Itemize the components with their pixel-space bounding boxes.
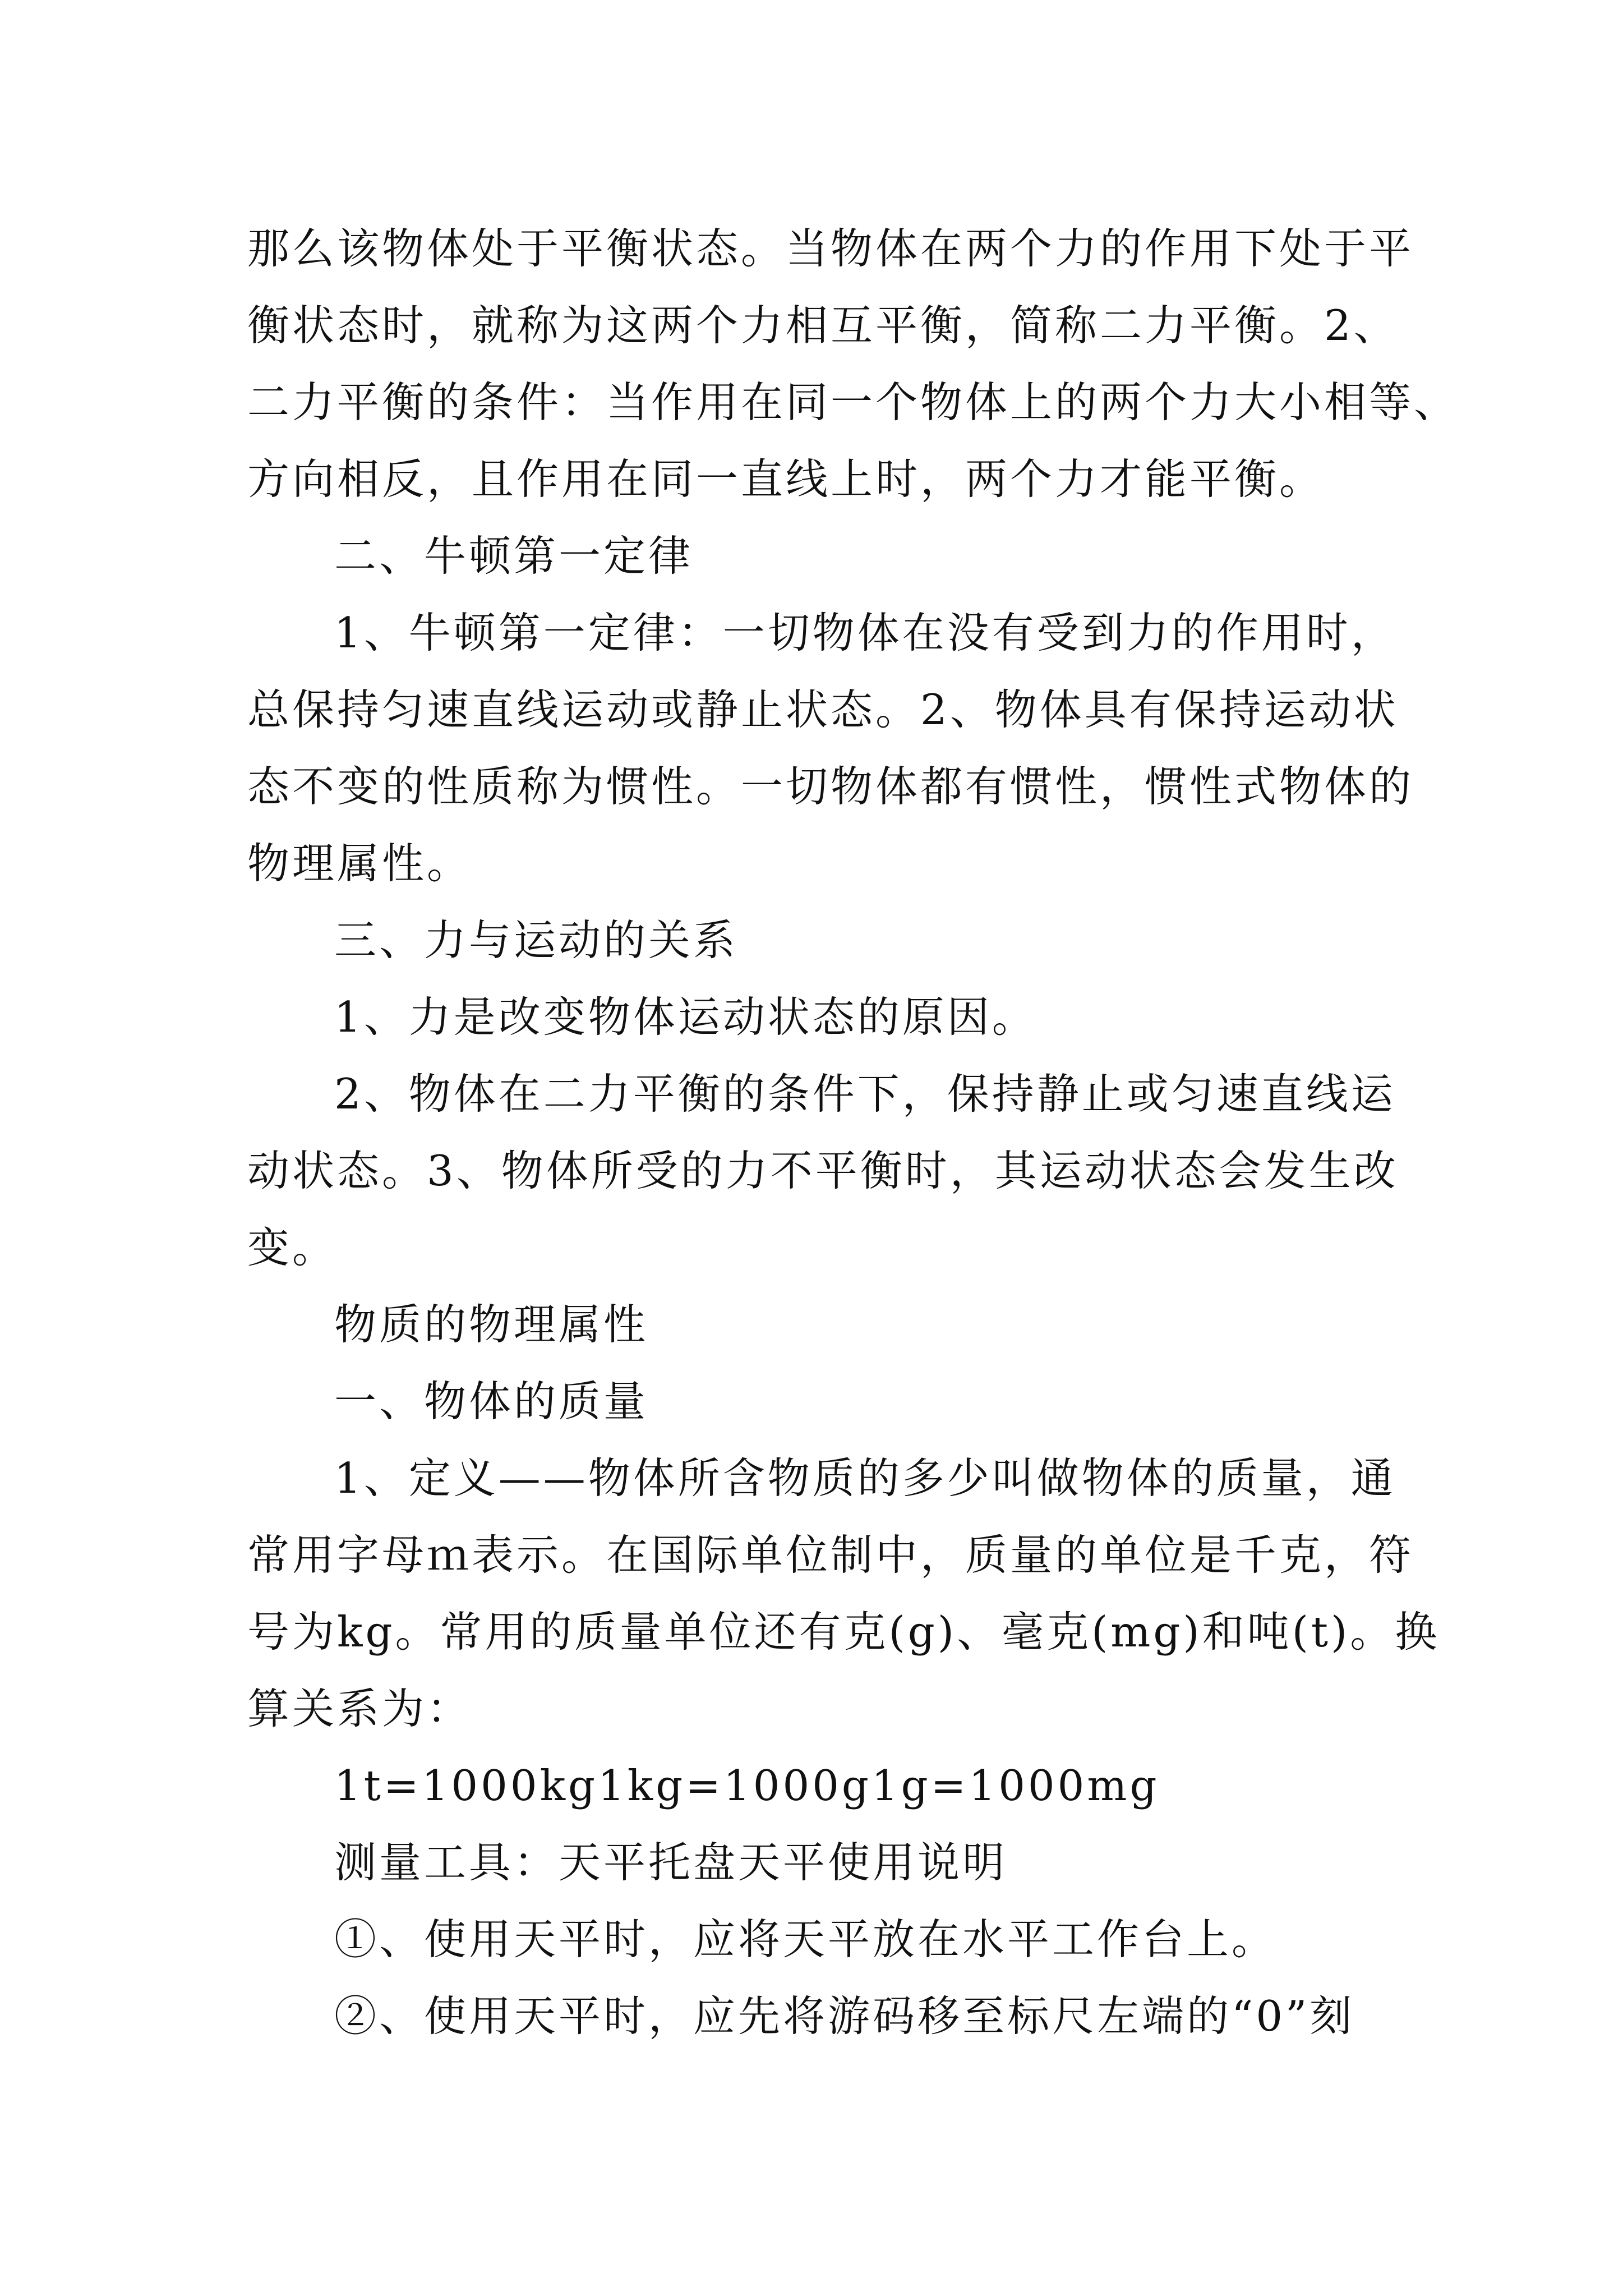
text-line-11: 1、力是改变物体运动状态的原因。 bbox=[334, 992, 1037, 1042]
text-line-12: 2、物体在二力平衡的条件下，保持静止或匀速直线运 bbox=[334, 1069, 1396, 1119]
section-heading-newton-first-law: 二、牛顿第一定律 bbox=[334, 531, 694, 581]
list-item-1: ①、使用天平时，应将天平放在水平工作台上。 bbox=[334, 1915, 1277, 1964]
list-item-2: ②、使用天平时，应先将游码移至标尺左端的“0”刻 bbox=[334, 1991, 1355, 2041]
text-line-1: 那么该物体处于平衡状态。当物体在两个力的作用下处于平 bbox=[247, 224, 1414, 273]
text-line-8: 态不变的性质称为惯性。一切物体都有惯性，惯性式物体的 bbox=[247, 762, 1414, 811]
text-line-7: 总保持匀速直线运动或静止状态。2、物体具有保持运动状 bbox=[247, 685, 1399, 734]
text-line-17: 1、定义——物体所含物质的多少叫做物体的质量，通 bbox=[334, 1453, 1396, 1503]
document-body bbox=[247, 210, 1459, 2055]
chapter-heading-physical-properties: 物质的物理属性 bbox=[334, 1300, 649, 1349]
text-line-2: 衡状态时，就称为这两个力相互平衡，简称二力平衡。2、 bbox=[247, 301, 1399, 350]
text-line-4: 方向相反，且作用在同一直线上时，两个力才能平衡。 bbox=[247, 454, 1325, 504]
text-line-6: 1、牛顿第一定律：一切物体在没有受到力的作用时， bbox=[334, 608, 1396, 657]
text-line-20: 算关系为： bbox=[247, 1684, 472, 1733]
text-line-19: 号为kg。常用的质量单位还有克(g)、毫克(mg)和吨(t)。换 bbox=[247, 1607, 1440, 1657]
unit-conversion-formula: 1t=1000kg1kg=1000g1g=1000mg bbox=[334, 1761, 1160, 1810]
text-line-18: 常用字母ｍ表示。在国际单位制中，质量的单位是千克，符 bbox=[247, 1530, 1414, 1580]
section-heading-force-motion: 三、力与运动的关系 bbox=[334, 915, 739, 965]
text-line-14: 变。 bbox=[247, 1223, 338, 1272]
text-line-13: 动状态。3、物体所受的力不平衡时，其运动状态会发生改 bbox=[247, 1146, 1399, 1195]
section-heading-mass: 一、物体的质量 bbox=[334, 1377, 649, 1426]
text-line-9: 物理属性。 bbox=[247, 839, 472, 888]
text-line-3: 二力平衡的条件：当作用在同一个物体上的两个力大小相等、 bbox=[247, 378, 1459, 427]
text-line-22: 测量工具：天平托盘天平使用说明 bbox=[334, 1838, 1008, 1887]
